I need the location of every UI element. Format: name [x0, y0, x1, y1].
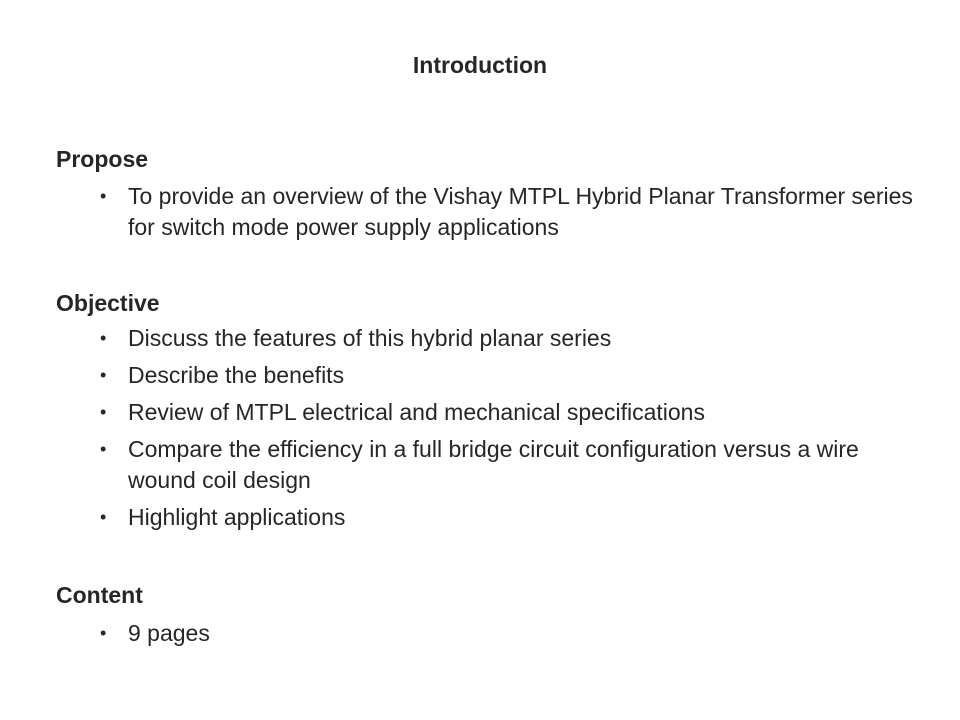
bullet-text: Compare the efficiency in a full bridge circuit configuration versus a wire wound coil design [128, 436, 859, 493]
bullet-item [100, 397, 920, 428]
section-heading-objective: Objective [56, 290, 160, 316]
section-heading-propose: Propose [56, 146, 149, 172]
bullet-icon: • [100, 439, 107, 459]
bullet-icon: • [100, 623, 107, 643]
bullet-item [100, 360, 920, 391]
propose-bullet-list [100, 181, 920, 249]
slide-title: Introduction [412, 52, 548, 78]
objective-bullet-list [100, 323, 920, 539]
bullet-text: Discuss the features of this hybrid planar series [128, 325, 612, 351]
bullet-text: Review of MTPL electrical and mechanical specifications [128, 399, 705, 425]
section-heading-content: Content [56, 582, 143, 608]
bullet-item [100, 181, 920, 243]
bullet-text: 9 pages [128, 620, 210, 646]
bullet-icon: • [100, 365, 107, 385]
bullet-item [100, 434, 920, 496]
bullet-item [100, 618, 920, 649]
content-bullet-list [100, 618, 920, 655]
bullet-text: To provide an overview of the Vishay MTPL Hybrid Planar Transformer series for switch mode power supply applications [128, 183, 913, 240]
bullet-icon: • [100, 507, 107, 527]
bullet-icon: • [100, 402, 107, 422]
bullet-icon: • [100, 186, 107, 206]
bullet-item [100, 502, 920, 533]
bullet-text: Highlight applications [128, 504, 346, 530]
bullet-item [100, 323, 920, 354]
bullet-text: Describe the benefits [128, 362, 345, 388]
bullet-icon: • [100, 328, 107, 348]
